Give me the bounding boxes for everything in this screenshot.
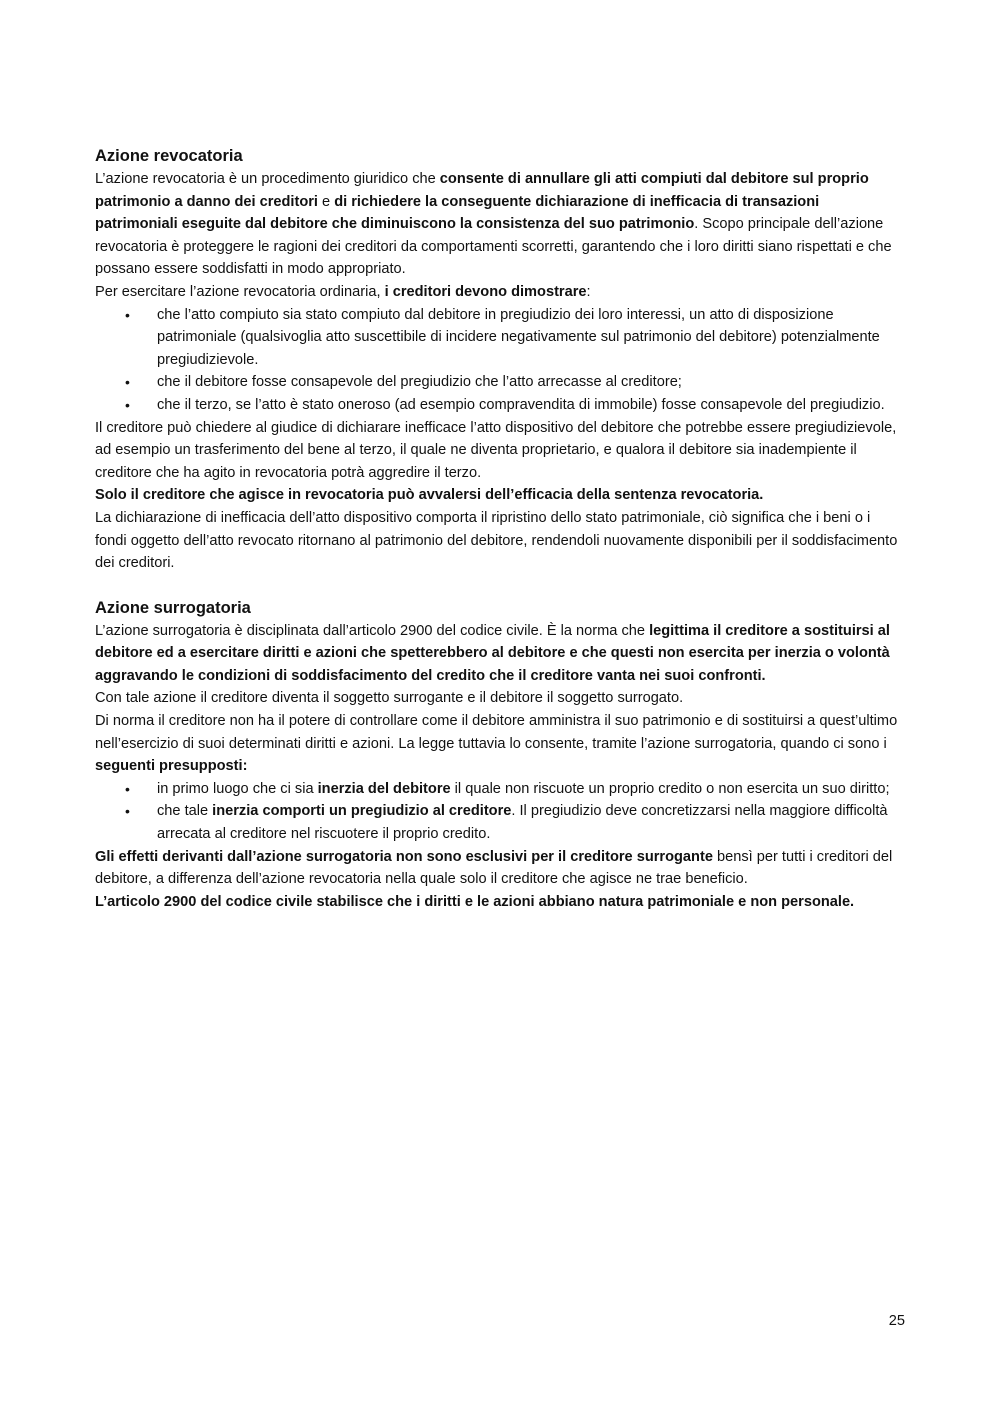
paragraph: Per esercitare l’azione revocatoria ordinaria, i creditori devono dimostrare: [95, 283, 591, 300]
bullet-icon: • [125, 780, 130, 797]
paragraph: L’azione revocatoria è un procedimento giuridico che consente di annullare gli atti compiuti dal debitore sul proprio patrimonio a danno dei creditori e di richiedere la conseguente dichiarazione di inefficacia di transazioni patrimoniali eseguite dal debitore che diminuiscono la consistenza del suo patrimonio. Scopo principale dell’azione revocatoria è proteggere le ragioni dei creditori da comportamenti scorretti, garantendo che i loro diritti siano rispettati e che possano essere soddisfatti in modo appropriato. [95, 171, 892, 278]
bullet-icon: • [125, 396, 130, 413]
paragraph: L’articolo 2900 del codice civile stabilisce che i diritti e le azioni abbiano natura patrimoniale e non personale. [95, 893, 855, 910]
list-item: • che tale inerzia comporti un pregiudizio al creditore. Il pregiudizio deve concretizzarsi nella maggiore difficoltà arrecata al creditore nel riscuotere il proprio credito. [95, 800, 905, 845]
paragraph: Solo il creditore che agisce in revocatoria può avvalersi dell’efficacia della sentenza revocatoria. [95, 487, 764, 504]
paragraph: La dichiarazione di inefficacia dell’atto dispositivo comporta il ripristino dello stato patrimoniale, ciò significa che i beni o i fondi oggetto dell’atto revocato ritornano al patrimonio del debitore, rendendoli nuovamente disponibili per il soddisfacimento dei creditori. [95, 509, 898, 572]
bullet-icon: • [125, 803, 130, 820]
section-azione-revocatoria [95, 145, 905, 575]
paragraph: Il creditore può chiedere al giudice di dichiarare inefficace l’atto dispositivo del debitore che potrebbe essere pregiudizievole, ad esempio un trasferimento del bene al terzo, il quale ne diventa proprietario, e qualora il debitore sia inadempiente il creditore che ha agito in revocatoria potrà aggredire il terzo. [95, 419, 897, 481]
paragraph: Gli effetti derivanti dall’azione surrogatoria non sono esclusivi per il creditore surrogante bensì per tutti i creditori del debitore, a differenza dell’azione revocatoria nella quale solo il creditore che agisce ne trae beneficio. [95, 848, 893, 888]
list-item: • che il debitore fosse consapevole del pregiudizio che l’atto arrecasse al creditore; [95, 371, 905, 394]
section-azione-surrogatoria [95, 597, 905, 914]
document-body [95, 145, 905, 913]
section-heading: Azione surrogatoria [95, 598, 251, 617]
list-item: • in primo luogo che ci sia inerzia del debitore il quale non riscuote un proprio credito o non esercita un suo diritto; [95, 778, 905, 801]
bullet-list [95, 778, 905, 846]
page-number: 25 [888, 1313, 905, 1329]
bullet-icon: • [125, 374, 130, 391]
paragraph: Con tale azione il creditore diventa il soggetto surrogante e il debitore il soggetto surrogato. [95, 690, 684, 707]
list-item: • che il terzo, se l’atto è stato oneroso (ad esempio compravendita di immobile) fosse consapevole del pregiudizio. [95, 394, 905, 417]
list-item: • che l’atto compiuto sia stato compiuto dal debitore in pregiudizio dei loro interessi, un atto di disposizione patrimoniale (qualsivoglia atto suscettibile di incidere negativamente sul patrimonio del debitore) potenzialmente pregiudizievole. [95, 304, 905, 372]
section-heading: Azione revocatoria [95, 147, 243, 165]
paragraph: Di norma il creditore non ha il potere di controllare come il debitore amministra il suo patrimonio e di sostituirsi a quest’ultimo nell’esercizio di suoi determinati diritti e azioni. La legge tuttavia lo consente, tramite l’azione surrogatoria, quando ci sono i seguenti presupposti: [95, 713, 898, 775]
bullet-list [95, 304, 905, 417]
bullet-icon: • [125, 306, 130, 323]
paragraph: L’azione surrogatoria è disciplinata dall’articolo 2900 del codice civile. È la norma che legittima il creditore a sostituirsi al debitore ed a esercitare diritti e azioni che spetterebbero al debitore e che questi non esercita per inerzia o volontà aggravando le condizioni di soddisfacimento del credito che il creditore vanta nei suoi confronti. [95, 622, 890, 684]
